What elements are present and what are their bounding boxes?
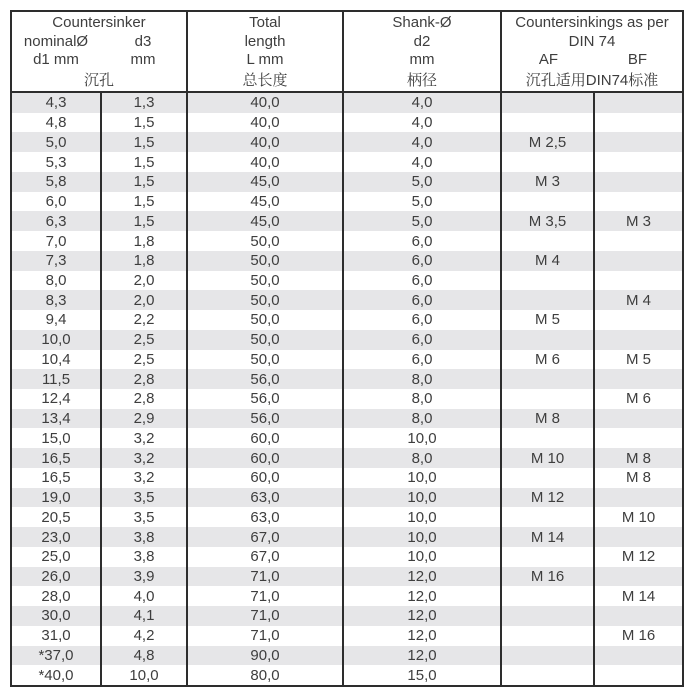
table-cell: M 10 xyxy=(621,508,656,526)
table-cell: 67,0 xyxy=(188,547,344,567)
header-countersinkings-line1: Countersinkings as per xyxy=(515,13,669,31)
table-cell: 8,0 xyxy=(344,389,502,409)
table-cell: 5,0 xyxy=(344,192,502,212)
table-cell: *37,0 xyxy=(12,646,102,666)
table-cell xyxy=(595,369,682,389)
header-af-label: AF xyxy=(538,51,559,69)
table-cell: M 3 xyxy=(502,172,595,192)
table-cell xyxy=(595,152,682,172)
header-countersinker-group xyxy=(12,12,188,91)
table-row xyxy=(12,152,682,172)
table-cell xyxy=(595,113,682,133)
table-cell: 50,0 xyxy=(188,271,344,291)
table-row xyxy=(12,310,682,330)
table-row xyxy=(12,409,682,429)
table-cell: 6,0 xyxy=(344,271,502,291)
table-row xyxy=(12,567,682,587)
header-d3-label: d3 xyxy=(134,32,152,50)
table-cell: 63,0 xyxy=(188,507,344,527)
table-cell: 50,0 xyxy=(188,330,344,350)
table-cell: 2,5 xyxy=(102,350,188,370)
table-cell: M 10 xyxy=(502,448,595,468)
table-cell: M 16 xyxy=(502,567,595,587)
table-cell xyxy=(502,271,595,291)
table-cell: 50,0 xyxy=(188,350,344,370)
table-cell: 71,0 xyxy=(188,567,344,587)
table-row xyxy=(12,448,682,468)
table-cell: M 3,5 xyxy=(502,211,595,231)
table-cell: 10,0 xyxy=(344,428,502,448)
table-row xyxy=(12,231,682,251)
table-cell: 10,0 xyxy=(344,547,502,567)
table-cell xyxy=(502,507,595,527)
table-cell: 9,4 xyxy=(12,310,102,330)
table-cell: 10,0 xyxy=(344,507,502,527)
table-cell xyxy=(502,93,595,113)
table-cell xyxy=(502,665,595,685)
table-cell xyxy=(595,271,682,291)
header-countersinkings-line2: DIN 74 xyxy=(568,32,616,50)
table-cell: 50,0 xyxy=(188,310,344,330)
table-cell: 8,0 xyxy=(344,369,502,389)
table-cell xyxy=(595,192,682,212)
table-row xyxy=(12,211,682,231)
table-cell: 8,0 xyxy=(12,271,102,291)
header-countersinker-line2 xyxy=(12,32,186,51)
table-row xyxy=(12,251,682,271)
table-cell: 5,0 xyxy=(12,132,102,152)
table-cell: 26,0 xyxy=(12,567,102,587)
table-cell: 1,3 xyxy=(102,93,188,113)
table-cell: 16,5 xyxy=(12,448,102,468)
table-row xyxy=(12,369,682,389)
table-cell: 10,4 xyxy=(12,350,102,370)
countersinker-spec-table xyxy=(10,10,684,687)
table-cell: 10,0 xyxy=(12,330,102,350)
table-cell: 6,0 xyxy=(344,330,502,350)
table-cell xyxy=(502,290,595,310)
header-bf-label: BF xyxy=(627,51,648,69)
table-cell: 5,0 xyxy=(344,172,502,192)
header-shank-line3: mm xyxy=(409,51,435,69)
table-cell xyxy=(502,586,595,606)
table-cell: M 4 xyxy=(502,251,595,271)
table-cell xyxy=(502,626,595,646)
table-cell: 4,8 xyxy=(12,113,102,133)
table-cell: 4,1 xyxy=(102,606,188,626)
table-cell: 3,2 xyxy=(102,448,188,468)
table-cell: 11,5 xyxy=(12,369,102,389)
table-cell: 10,0 xyxy=(344,468,502,488)
table-cell: M 12 xyxy=(621,548,656,566)
table-cell xyxy=(595,428,682,448)
table-cell xyxy=(502,330,595,350)
table-cell xyxy=(595,251,682,271)
table-cell xyxy=(595,488,682,508)
table-cell: 60,0 xyxy=(188,428,344,448)
table-row xyxy=(12,646,682,666)
table-cell: 10,0 xyxy=(102,665,188,685)
table-cell: 5,3 xyxy=(12,152,102,172)
table-cell: 4,0 xyxy=(344,93,502,113)
table-cell: 80,0 xyxy=(188,665,344,685)
table-cell: 12,0 xyxy=(344,567,502,587)
table-cell: 15,0 xyxy=(12,428,102,448)
table-row xyxy=(12,507,682,527)
table-cell: 71,0 xyxy=(188,586,344,606)
table-cell: 6,0 xyxy=(344,231,502,251)
table-cell: 3,8 xyxy=(102,547,188,567)
table-cell: 50,0 xyxy=(188,251,344,271)
table-row xyxy=(12,468,682,488)
table-cell: 4,0 xyxy=(102,586,188,606)
table-cell: 2,2 xyxy=(102,310,188,330)
table-cell xyxy=(595,606,682,626)
table-cell: 12,0 xyxy=(344,586,502,606)
table-row xyxy=(12,192,682,212)
table-row xyxy=(12,172,682,192)
table-cell: 31,0 xyxy=(12,626,102,646)
table-cell: 5,8 xyxy=(12,172,102,192)
table-cell: 8,0 xyxy=(344,448,502,468)
table-cell: M 4 xyxy=(625,291,651,309)
table-cell xyxy=(595,172,682,192)
table-cell: M 8 xyxy=(502,409,595,429)
table-row xyxy=(12,290,682,310)
table-cell xyxy=(595,527,682,547)
table-cell: 12,0 xyxy=(344,626,502,646)
table-cell: 4,0 xyxy=(344,132,502,152)
table-cell: 4,0 xyxy=(344,113,502,133)
table-cell: 8,0 xyxy=(344,409,502,429)
table-cell: M 6 xyxy=(625,390,651,408)
table-row xyxy=(12,428,682,448)
table-cell: 40,0 xyxy=(188,113,344,133)
table-cell: 3,5 xyxy=(102,488,188,508)
table-cell: 60,0 xyxy=(188,468,344,488)
table-cell: 2,8 xyxy=(102,369,188,389)
table-cell: 1,5 xyxy=(102,132,188,152)
table-cell: 4,8 xyxy=(102,646,188,666)
table-cell: 6,0 xyxy=(12,192,102,212)
table-cell: M 14 xyxy=(621,587,656,605)
table-cell: 6,0 xyxy=(344,350,502,370)
table-cell: 5,0 xyxy=(344,211,502,231)
table-cell: 1,5 xyxy=(102,113,188,133)
header-countersinker-cn: 沉孔 xyxy=(83,72,114,90)
table-header xyxy=(12,12,682,93)
table-cell xyxy=(595,409,682,429)
table-cell: 4,0 xyxy=(344,152,502,172)
table-cell: 2,9 xyxy=(102,409,188,429)
table-cell: 2,5 xyxy=(102,330,188,350)
table-cell: 1,8 xyxy=(102,231,188,251)
header-total-line2: length xyxy=(244,32,286,50)
table-cell: M 5 xyxy=(625,350,651,368)
table-cell: 6,3 xyxy=(12,211,102,231)
table-cell: M 12 xyxy=(502,488,595,508)
table-cell: 90,0 xyxy=(188,646,344,666)
table-cell xyxy=(595,310,682,330)
header-countersinkings-line3 xyxy=(502,50,682,69)
table-cell xyxy=(502,389,595,409)
table-row xyxy=(12,606,682,626)
table-row xyxy=(12,132,682,152)
table-cell: *40,0 xyxy=(12,665,102,685)
table-cell: 2,0 xyxy=(102,290,188,310)
table-cell: 3,5 xyxy=(102,507,188,527)
table-cell: 56,0 xyxy=(188,409,344,429)
table-cell: 3,8 xyxy=(102,527,188,547)
table-cell: M 16 xyxy=(621,627,656,645)
header-total-line3: L mm xyxy=(246,51,284,69)
table-cell xyxy=(502,152,595,172)
table-cell: 56,0 xyxy=(188,369,344,389)
table-cell xyxy=(502,113,595,133)
table-cell: M 5 xyxy=(502,310,595,330)
table-cell: 71,0 xyxy=(188,606,344,626)
table-cell: 6,0 xyxy=(344,310,502,330)
table-cell: 3,2 xyxy=(102,428,188,448)
table-cell: 25,0 xyxy=(12,547,102,567)
table-cell: 3,2 xyxy=(102,468,188,488)
table-row xyxy=(12,330,682,350)
table-cell: M 14 xyxy=(502,527,595,547)
table-cell: 1,8 xyxy=(102,251,188,271)
table-cell: 12,4 xyxy=(12,389,102,409)
table-cell xyxy=(502,646,595,666)
table-cell xyxy=(502,369,595,389)
table-cell: 2,8 xyxy=(102,389,188,409)
table-cell: 20,5 xyxy=(12,507,102,527)
table-row xyxy=(12,488,682,508)
table-cell xyxy=(595,231,682,251)
table-cell: 40,0 xyxy=(188,152,344,172)
table-row xyxy=(12,527,682,547)
table-cell: 7,0 xyxy=(12,231,102,251)
table-cell: 45,0 xyxy=(188,172,344,192)
table-cell: 15,0 xyxy=(344,665,502,685)
header-shank-cn: 柄径 xyxy=(406,72,437,90)
header-total-cn: 总长度 xyxy=(242,72,288,90)
table-cell: 71,0 xyxy=(188,626,344,646)
table-cell: 56,0 xyxy=(188,389,344,409)
table-cell: 67,0 xyxy=(188,527,344,547)
table-cell: M 3 xyxy=(625,212,651,230)
table-row xyxy=(12,665,682,685)
header-countersinker-line3 xyxy=(12,50,186,69)
table-cell: 45,0 xyxy=(188,192,344,212)
table-cell xyxy=(595,665,682,685)
table-cell: 4,2 xyxy=(102,626,188,646)
table-cell: 63,0 xyxy=(188,488,344,508)
table-row xyxy=(12,271,682,291)
table-cell: M 2,5 xyxy=(502,132,595,152)
table-cell: 40,0 xyxy=(188,93,344,113)
table-cell: 10,0 xyxy=(344,488,502,508)
table-cell xyxy=(502,547,595,567)
table-row xyxy=(12,113,682,133)
table-cell: 2,0 xyxy=(102,271,188,291)
header-shank-line2: d2 xyxy=(413,32,431,50)
table-cell xyxy=(595,132,682,152)
table-cell: 23,0 xyxy=(12,527,102,547)
table-cell: 6,0 xyxy=(344,290,502,310)
table-cell: 12,0 xyxy=(344,606,502,626)
table-cell: 6,0 xyxy=(344,251,502,271)
table-cell xyxy=(502,192,595,212)
table-row xyxy=(12,389,682,409)
table-cell: 50,0 xyxy=(188,231,344,251)
table-cell: 1,5 xyxy=(102,152,188,172)
table-cell: 12,0 xyxy=(344,646,502,666)
table-cell xyxy=(595,567,682,587)
table-cell: 1,5 xyxy=(102,172,188,192)
table-cell: 10,0 xyxy=(344,527,502,547)
table-cell: 45,0 xyxy=(188,211,344,231)
header-d1-unit: d1 mm xyxy=(33,51,79,69)
table-body xyxy=(12,93,682,685)
table-cell: 4,3 xyxy=(12,93,102,113)
header-nominal-label: nominalØ xyxy=(23,32,89,50)
table-cell xyxy=(595,93,682,113)
table-row xyxy=(12,626,682,646)
table-cell: 1,5 xyxy=(102,211,188,231)
header-total-length xyxy=(188,12,344,91)
table-cell: 16,5 xyxy=(12,468,102,488)
table-cell: M 8 xyxy=(625,469,651,487)
table-row xyxy=(12,586,682,606)
table-cell: 8,3 xyxy=(12,290,102,310)
table-cell: 1,5 xyxy=(102,192,188,212)
header-countersinkings-cn: 沉孔适用DIN74标准 xyxy=(525,72,659,90)
table-cell xyxy=(595,646,682,666)
header-countersinker-title: Countersinker xyxy=(52,13,146,31)
header-shank xyxy=(344,12,502,91)
header-d3-unit: mm xyxy=(130,51,156,69)
header-total-line1: Total xyxy=(249,13,281,31)
table-cell xyxy=(502,428,595,448)
table-cell: M 6 xyxy=(502,350,595,370)
table-cell xyxy=(502,468,595,488)
table-cell: 3,9 xyxy=(102,567,188,587)
header-shank-line1: Shank-Ø xyxy=(392,13,452,31)
table-cell xyxy=(595,330,682,350)
table-cell: 40,0 xyxy=(188,132,344,152)
table-cell: 19,0 xyxy=(12,488,102,508)
table-cell xyxy=(502,231,595,251)
table-cell: 50,0 xyxy=(188,290,344,310)
table-cell: 28,0 xyxy=(12,586,102,606)
table-cell xyxy=(502,606,595,626)
table-cell: 60,0 xyxy=(188,448,344,468)
table-cell: 7,3 xyxy=(12,251,102,271)
table-cell: 30,0 xyxy=(12,606,102,626)
table-cell: M 8 xyxy=(625,449,651,467)
table-cell: 13,4 xyxy=(12,409,102,429)
table-row xyxy=(12,547,682,567)
header-countersinkings-group xyxy=(502,12,682,91)
table-row xyxy=(12,93,682,113)
table-row xyxy=(12,350,682,370)
